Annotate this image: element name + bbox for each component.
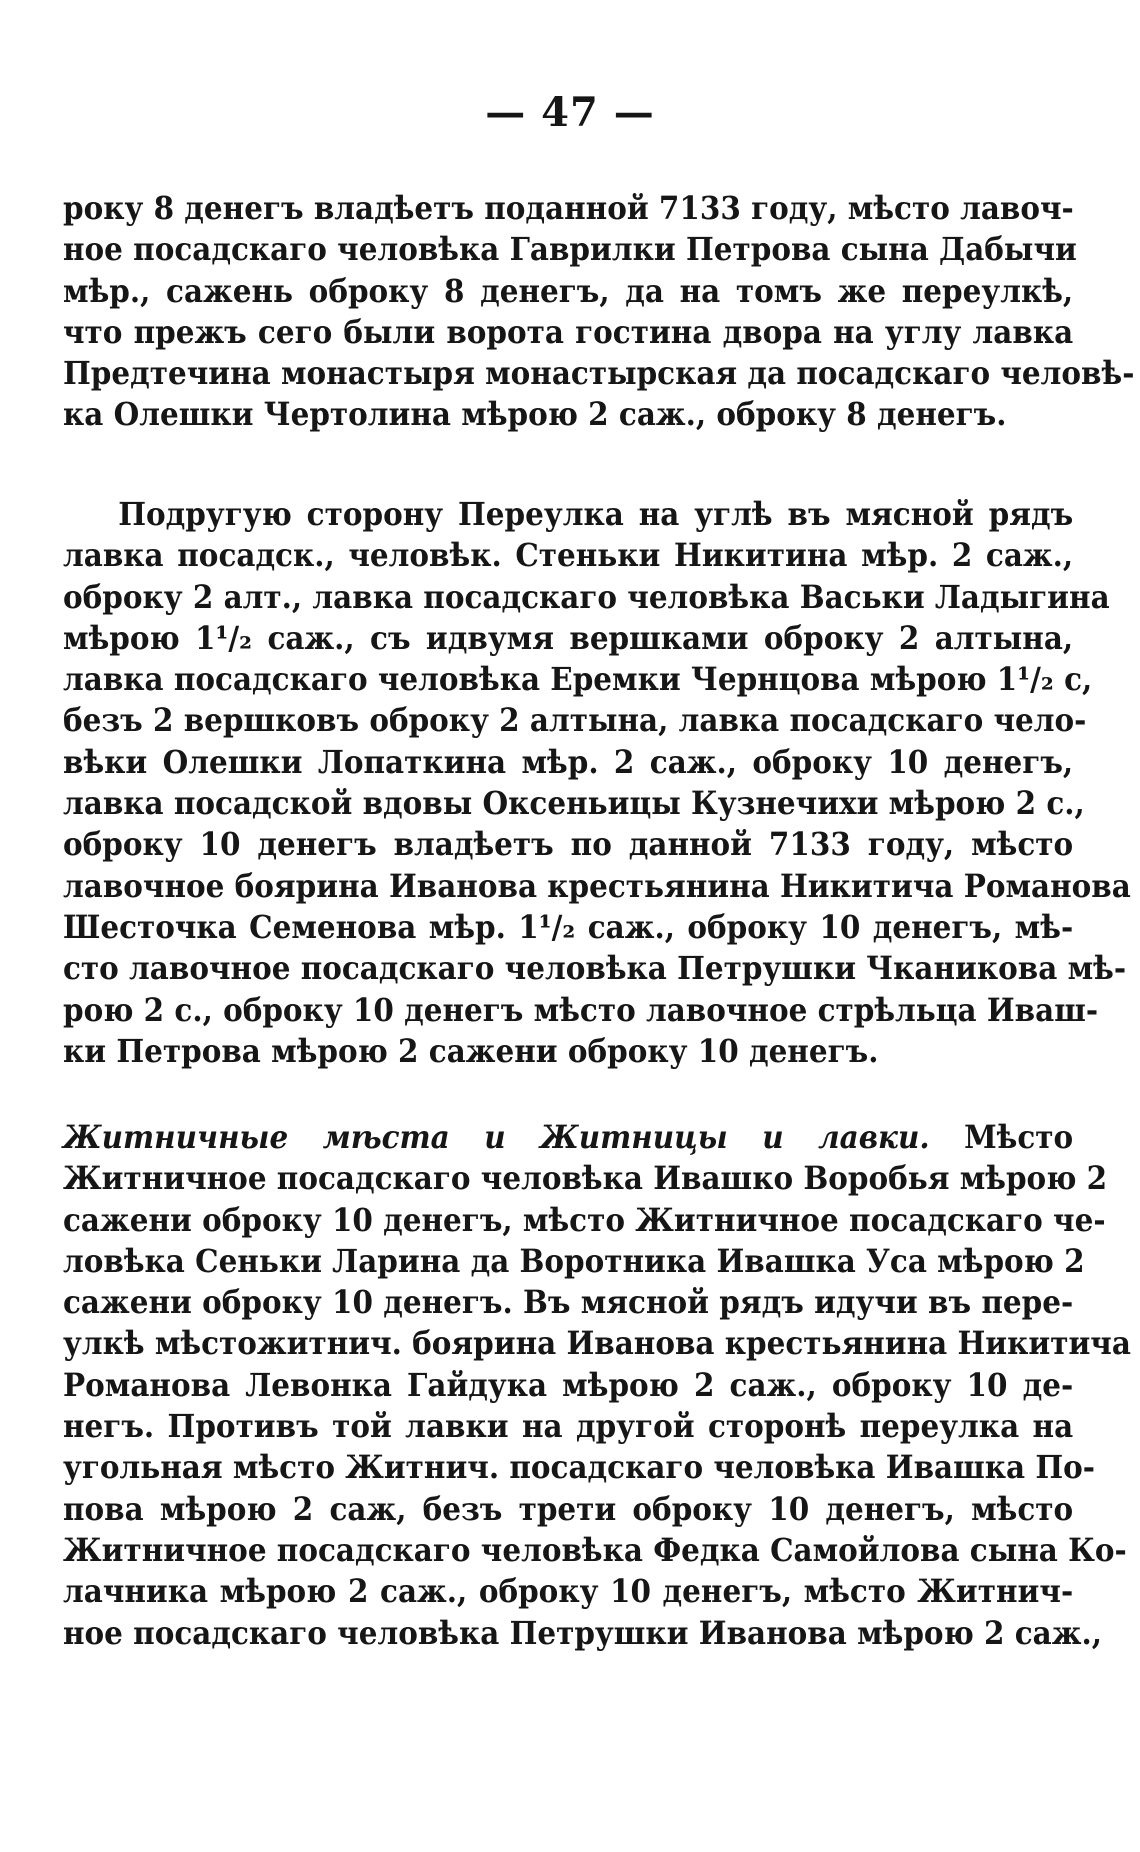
section-heading: Житничные мѣста и Житницы и лавки.	[63, 1118, 930, 1156]
text-line-heading	[63, 1117, 1073, 1158]
heading-line-rest: Мѣсто	[964, 1118, 1074, 1156]
text-line: лавка посадскаго человѣка Еремки Чернцова мѣрою 1¹/₂ с,	[63, 660, 1093, 699]
paragraph-1	[63, 188, 1135, 436]
text-line: оброку 2 алт., лавка посадскаго человѣка Васьки Ладыгина	[63, 577, 1110, 616]
text-line: року 8 денегъ владѣетъ поданной 7133 году, мѣсто лавоч-	[63, 189, 1074, 227]
text-line: пова мѣрою 2 саж, безъ трети оброку 10 денегъ, мѣсто	[63, 1489, 1074, 1528]
text-line: Романова Левонка Гайдука мѣрою 2 саж., оброку 10 де-	[63, 1365, 1074, 1404]
text-line: Житничное посадскаго человѣка Ивашко Воробья мѣрою 2	[63, 1159, 1108, 1198]
text-line: сто лавочное посадскаго человѣка Петрушки Чканикова мѣ-	[63, 949, 1127, 988]
text-line: ное посадскаго человѣка Петрушки Иванова мѣрою 2 саж.,	[63, 1613, 1102, 1652]
text-line: лавка посадск., человѣк. Стеньки Никитина мѣр. 2 саж.,	[63, 536, 1074, 575]
text-line: что прежъ сего были ворота гостина двора на углу лавка	[63, 312, 1074, 351]
text-line: улкѣ мѣстожитнич. боярина Иванова крестьянина Никитича	[63, 1324, 1131, 1363]
text-line: безъ 2 вершковъ оброку 2 алтына, лавка посадскаго чело-	[63, 701, 1087, 740]
text-line: негъ. Противъ той лавки на другой сторонѣ переулка на	[63, 1407, 1074, 1446]
text-line: ное посадскаго человѣка Гаврилки Петрова сына Дабычи	[63, 230, 1077, 269]
text-line: ловѣка Сеньки Ларина да Воротника Ивашка Уса мѣрою 2	[63, 1241, 1085, 1280]
text-line: сажени оброку 10 денегъ. Въ мясной рядъ идучи въ пере-	[63, 1283, 1074, 1322]
paragraph-3	[63, 1117, 1131, 1654]
text-line: ка Олешки Чертолина мѣрою 2 саж., оброку 8 денегъ.	[63, 395, 1007, 434]
paragraph-2	[63, 494, 1131, 1072]
text-line: Предтечина монастыря монастырская да посадскаго человѣ-	[63, 354, 1135, 393]
text-line: угольная мѣсто Житнич. посадскаго человѣка Ивашка По-	[63, 1448, 1095, 1487]
text-line: мѣрою 1¹/₂ саж., съ идвумя вершками оброку 2 алтына,	[63, 618, 1074, 657]
text-line: Житничное посадскаго человѣка Федка Самойлова сына Ко-	[63, 1530, 1127, 1569]
text-line: ки Петрова мѣрою 2 сажени оброку 10 денегъ.	[63, 1031, 879, 1070]
text-line: лавка посадской вдовы Оксеньицы Кузнечихи мѣрою 2 с.,	[63, 784, 1085, 823]
text-line: лавочное боярина Иванова крестьянина Никитича Романова	[63, 866, 1131, 905]
text-line: сажени оброку 10 денегъ, мѣсто Житничное посадскаго че-	[63, 1200, 1106, 1239]
text-line: рою 2 с., оброку 10 денегъ мѣсто лавочное стрѣльца Иваш-	[63, 990, 1099, 1029]
text-line: мѣр., сажень оброку 8 денегъ, да на томъ же переулкѣ,	[63, 271, 1074, 310]
page-number: — 47 —	[485, 89, 655, 136]
text-line: Подругую сторону Переулка на углѣ въ мясной рядъ	[118, 495, 1074, 533]
text-line: оброку 10 денегъ владѣетъ по данной 7133 году, мѣсто	[63, 825, 1074, 864]
text-line: вѣки Олешки Лопаткина мѣр. 2 саж., оброку 10 денегъ,	[63, 742, 1074, 781]
text-line: Шесточка Семенова мѣр. 1¹/₂ саж., оброку 10 денегъ, мѣ-	[63, 907, 1074, 946]
text-line: лачника мѣрою 2 саж., оброку 10 денегъ, мѣсто Житнич-	[63, 1572, 1074, 1611]
